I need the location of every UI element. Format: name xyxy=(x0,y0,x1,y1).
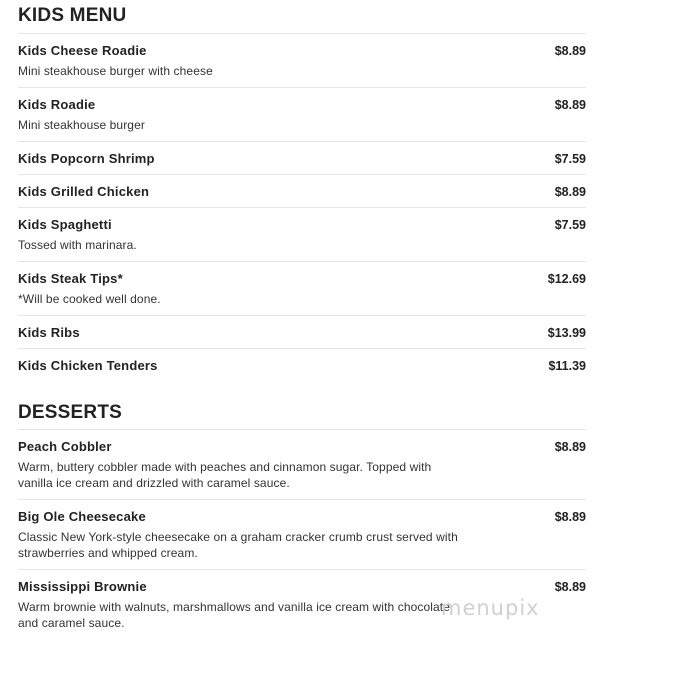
item-description: Classic New York-style cheesecake on a graham cracker crumb crust served with strawberries and whipped cream. xyxy=(18,530,458,560)
menupix-watermark: menupix xyxy=(441,596,540,620)
item-price: $8.89 xyxy=(554,98,586,112)
item-price: $8.89 xyxy=(554,440,586,454)
item-price: $12.69 xyxy=(547,272,586,286)
item-name: Kids Cheese Roadie xyxy=(18,43,147,58)
item-name: Kids Chicken Tenders xyxy=(18,358,158,373)
item-price: $7.59 xyxy=(554,152,586,166)
kids-menu-list xyxy=(18,33,586,381)
menu-item-kids-popcorn-shrimp xyxy=(18,142,586,175)
menu-item-kids-spaghetti xyxy=(18,208,586,262)
item-name: Kids Popcorn Shrimp xyxy=(18,151,155,166)
section-title-kids-menu: KIDS MENU xyxy=(18,5,127,26)
menu-item-peach-cobbler xyxy=(18,430,586,500)
menu-item-kids-cheese-roadie xyxy=(18,34,586,88)
menu-item-kids-ribs xyxy=(18,316,586,349)
item-description: Mini steakhouse burger with cheese xyxy=(18,64,213,78)
item-description: Mini steakhouse burger xyxy=(18,118,145,132)
item-price: $8.89 xyxy=(554,580,586,594)
menu-item-kids-chicken-tenders xyxy=(18,349,586,381)
item-name: Peach Cobbler xyxy=(18,439,112,454)
item-description: *Will be cooked well done. xyxy=(18,292,161,306)
item-price: $8.89 xyxy=(554,44,586,58)
item-description: Tossed with marinara. xyxy=(18,238,137,252)
kids-menu-section xyxy=(18,0,586,381)
item-price: $7.59 xyxy=(554,218,586,232)
menu-item-big-ole-cheesecake xyxy=(18,500,586,570)
item-name: Kids Steak Tips* xyxy=(18,271,123,286)
menu-item-kids-grilled-chicken xyxy=(18,175,586,208)
section-title-desserts: DESSERTS xyxy=(18,402,123,423)
item-name: Kids Spaghetti xyxy=(18,217,112,232)
item-price: $8.89 xyxy=(554,510,586,524)
item-name: Kids Roadie xyxy=(18,97,96,112)
item-description: Warm brownie with walnuts, marshmallows and vanilla ice cream with chocolate and caramel sauce. xyxy=(18,600,450,630)
item-price: $11.39 xyxy=(548,359,586,373)
item-price: $13.99 xyxy=(547,326,586,340)
item-name: Kids Grilled Chicken xyxy=(18,184,150,199)
item-name: Kids Ribs xyxy=(18,325,80,340)
item-price: $8.89 xyxy=(554,185,586,199)
item-name: Mississippi Brownie xyxy=(18,579,147,594)
menu-item-kids-roadie xyxy=(18,88,586,142)
menu-item-kids-steak-tips xyxy=(18,262,586,316)
item-description: Warm, buttery cobbler made with peaches and cinnamon sugar. Topped with vanilla ice cream and drizzled with caramel sauce. xyxy=(18,460,432,490)
item-name: Big Ole Cheesecake xyxy=(18,509,146,524)
